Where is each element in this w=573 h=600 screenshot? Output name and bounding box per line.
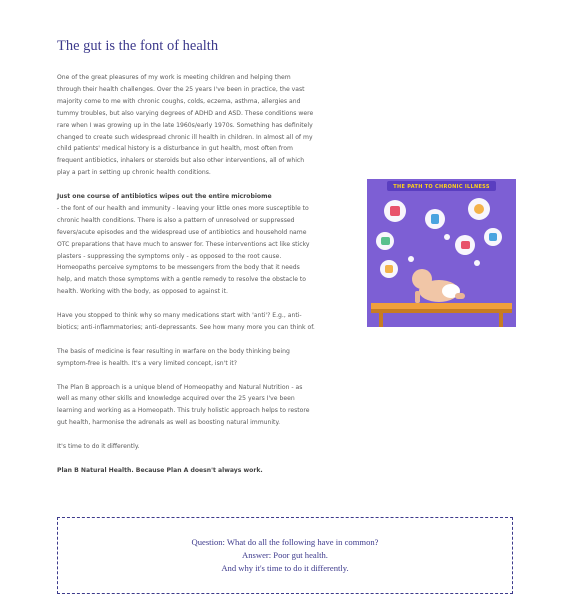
illustration-banner: THE PATH TO CHRONIC ILLNESS — [393, 184, 490, 190]
paragraph-heading: Just one course of antibiotics wipes out the entire microbiome — [57, 193, 272, 201]
paragraph-tagline: Plan B Natural Health. Because Plan A doesn't always work. — [57, 466, 263, 474]
callout-closing: And why it's time to do it differently. — [221, 563, 349, 573]
paragraph-antibiotics-text: - the font of our health and immunity - leaving your little ones more susceptible to chronic health conditions. There is also a pattern of unresolved or suppressed fevers/acute episodes and the widespread use of antibiotics and household name OTC preparations that have much to answer for. These interventions act like sticky plasters - suppressing the symptoms only - as opposed to the root cause. Homeopaths perceive symptoms to be messengers from the body that it needs help, and match those symptoms with a gentle remedy to resolve the obstacle to health. Working with the body, as opposed to against it. — [57, 204, 310, 296]
page-title: The gut is the font of health — [57, 38, 219, 54]
paragraph-time: It's time to do it differently. — [57, 443, 140, 451]
illustration-graphic — [367, 179, 516, 327]
callout-question: Question: What do all the following have in common? — [191, 537, 379, 547]
paragraph-antibiotics — [57, 191, 315, 298]
paragraph-plan-b: The Plan B approach is a unique blend of Homeopathy and Natural Nutrition - as well as many other skills and knowledge acquired over the 25 years I've been learning and working as a Homeopath. This truly holistic approach helps to restore gut health, harmonise the adrenals as well as boosting natural immunity. — [57, 383, 310, 427]
paragraph-medicine: The basis of medicine is fear resulting in warfare on the body thinking being symptom-free is health. It's a very limited concept, isn't it? — [57, 347, 290, 367]
paragraph-anti: Have you stopped to think why so many medications start with 'anti'? E.g., anti-biotics; anti-inflammatories; anti-depressants. See how many more you can think of. — [57, 312, 315, 331]
callout-answer: Answer: Poor gut health. — [242, 550, 328, 560]
paragraph-intro: One of the great pleasures of my work is meeting children and helping them through their health challenges. Over the 25 years I've been in practice, the vast majority come to me with chronic coughs, colds, eczema, asthma, allergies and tummy troubles, but also varying degrees of ADHD and ASD. These conditions were rare when I was growing up in the late 1960s/early 1970s. Something has definitely changed to create such widespread chronic ill health in children. In almost all of my child patients' medical history is a disturbance in gut health, most often from frequent antibiotics, inhalers or steroids but also other interventions, all of which play a part in setting up chronic health conditions. — [57, 74, 314, 177]
article-body — [57, 72, 315, 489]
question-callout — [57, 517, 513, 594]
illustration-path-to-chronic-illness — [367, 179, 516, 327]
